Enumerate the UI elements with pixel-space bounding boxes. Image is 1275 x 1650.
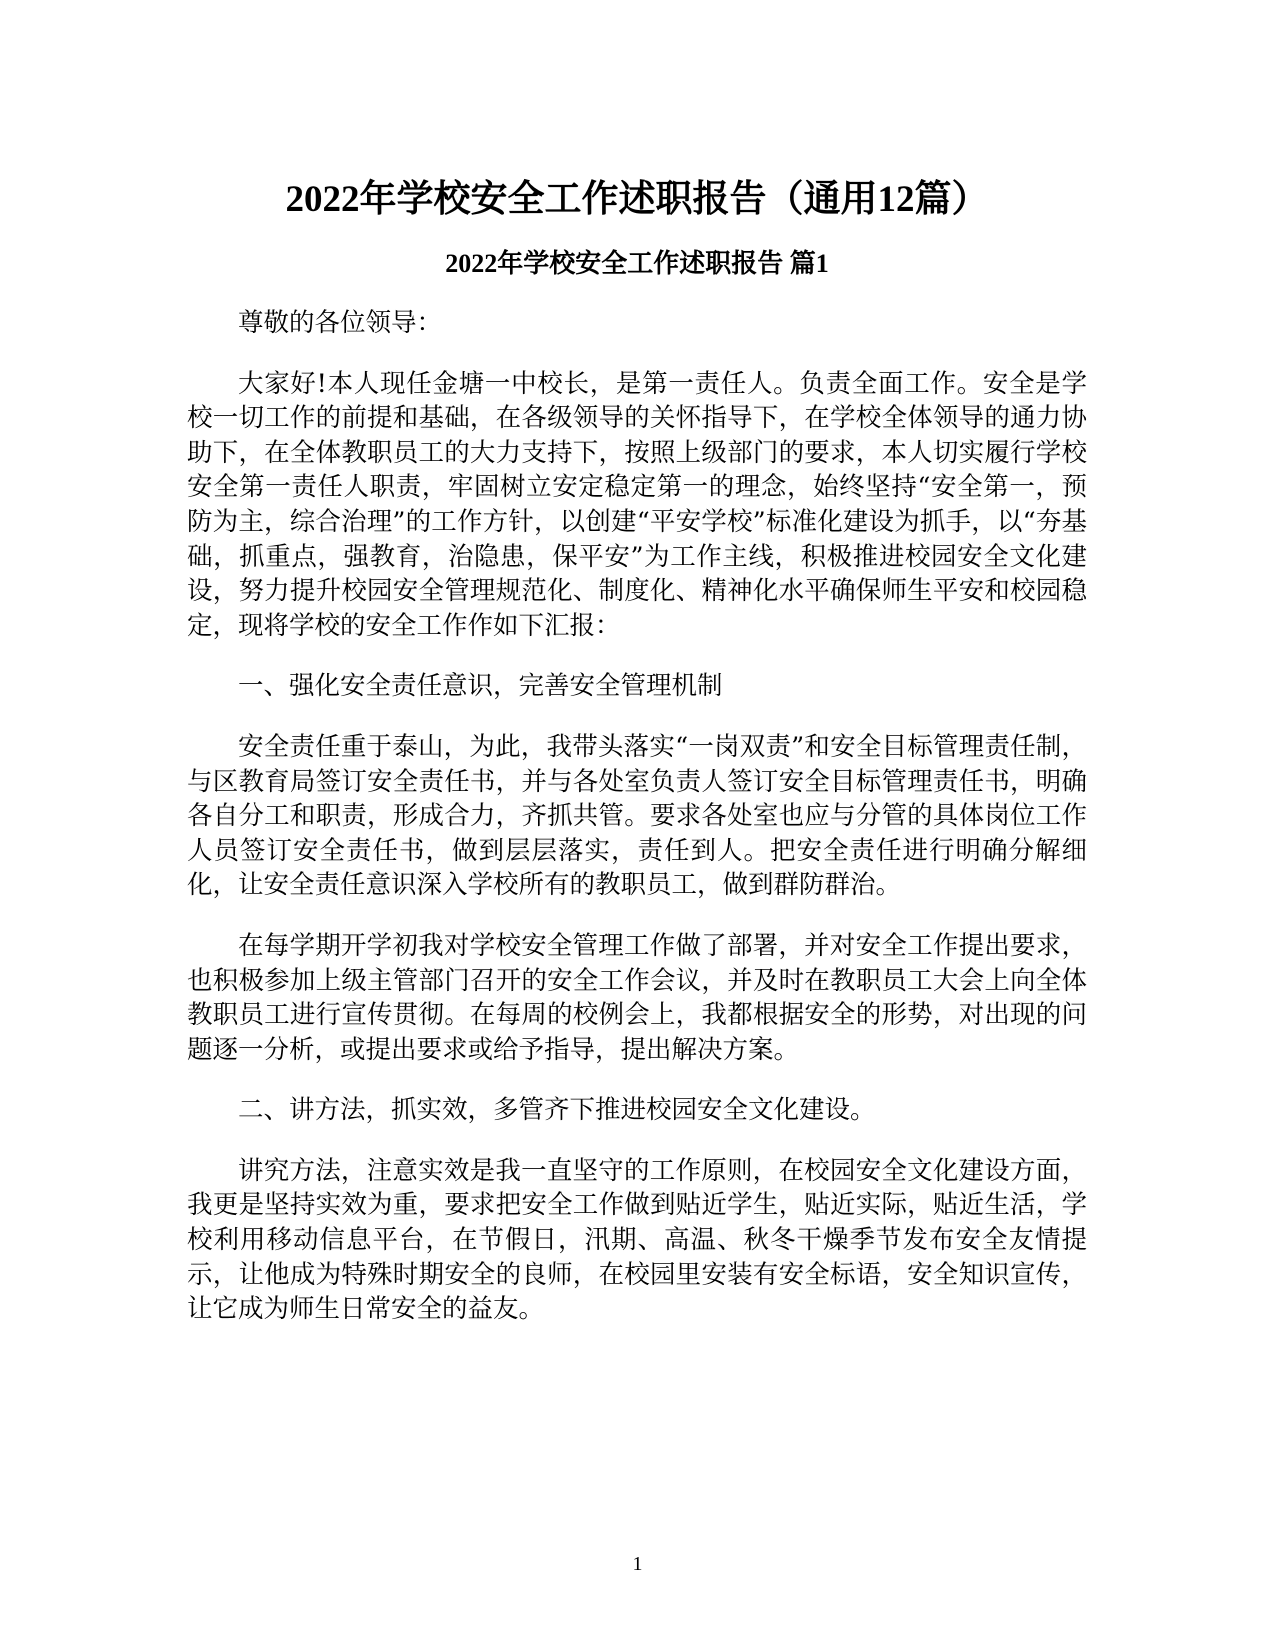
salutation-paragraph: 尊敬的各位领导：: [238, 308, 443, 338]
document-body: [187, 172, 1087, 1327]
document-title: 2022年学校安全工作述职报告（通用12篇）: [285, 179, 989, 220]
heading-paragraph-two: 二、讲方法，抓实效，多管齐下推进校园安全文化建设。: [238, 1095, 876, 1126]
body-paragraph: 在每学期开学初我对学校安全管理工作做了部署，并对安全工作提出要求，也积极参加上级主管部门召开的安全工作会议，并及时在教职员工大会上向全体教职员工进行宣传贯彻。在每周的校例会上，我都根据安全的形势，对出现的问题逐一分析，或提出要求或给予指导，提出解决方案。: [187, 930, 1087, 1065]
intro-paragraph: 大家好!本人现任金塘一中校长，是第一责任人。负责全面工作。安全是学校一切工作的前提和基础，在各级领导的关怀指导下，在学校全体领导的通力协助下，在全体教职员工的大力支持下，按照上级部门的要求，本人切实履行学校安全第一责任人职责，牢固树立安定稳定第一的理念，始终坚持“安全第一，预防为主，综合治理”的工作方针，以创建“平安学校”标准化建设为抓手，以“夯基础，抓重点，强教育，治隐患，保平安”为工作主线，积极推进校园安全文化建设，努力提升校园安全管理规范化、制度化、精神化水平确保师生平安和校园稳定，现将学校的安全工作作如下汇报：: [187, 368, 1087, 641]
heading-paragraph-one: 一、强化安全责任意识，完善安全管理机制: [238, 671, 723, 702]
section-title: 2022年学校安全工作述职报告 篇1: [445, 249, 829, 278]
body-paragraph: 讲究方法，注意实效是我一直坚守的工作原则，在校园安全文化建设方面，我更是坚持实效为重，要求把安全工作做到贴近学生，贴近实际，贴近生活，学校利用移动信息平台，在节假日，汛期、高温、秋冬干燥季节发布安全友情提示，让他成为特殊时期安全的良师，在校园里安装有安全标语，安全知识宣传，让它成为师生日常安全的益友。: [187, 1155, 1087, 1325]
page-number: 1: [632, 1553, 643, 1575]
body-paragraph: 安全责任重于泰山，为此，我带头落实“一岗双责”和安全目标管理责任制，与区教育局签订安全责任书，并与各处室负责人签订安全目标管理责任书，明确各自分工和职责，形成合力，齐抓共管。要求各处室也应与分管的具体岗位工作人员签订安全责任书，做到层层落实，责任到人。把安全责任进行明确分解细化，让安全责任意识深入学校所有的教职员工，做到群防群治。: [187, 731, 1087, 901]
